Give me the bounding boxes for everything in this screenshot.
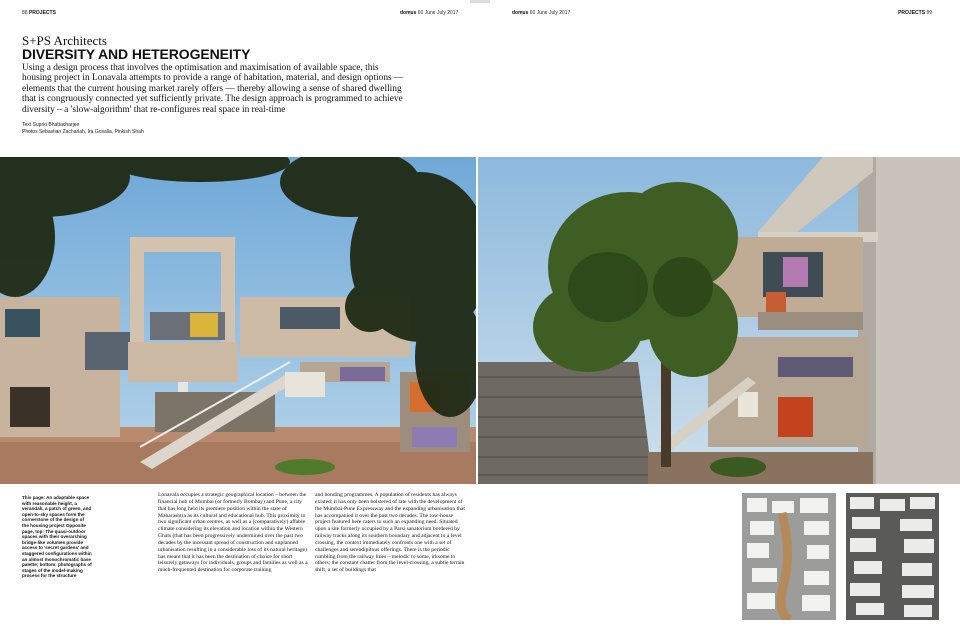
photo-bridge-volumes-illustration (478, 157, 960, 484)
body-column-1: Lonavala occupies a strategic geographical location – between the financial hub of Mumbai (or formerly Bombay) and Pune, a city that has long held its premiere position within the state of Maharashtra as its cultural and educational hub. This proximity to two significant urban centres, as well as a (comparatively) affable climate considering its elevation and location within the Western Ghats (that has been progressively undermined over the past two decades by the incessant spread of construction and unplanned urbanisation resulting in a considerable loss of its natural heritage) has meant that it has been the destination of choice for short leisurely getaways for individuals, groups and families as well as a much-frequented destination for corporate training (158, 492, 308, 574)
issue-right: 60 (529, 10, 536, 16)
photo-courtyard-illustration (0, 157, 476, 484)
header-mid-left (400, 10, 458, 16)
header-left (22, 10, 56, 16)
date-right: June July 2017 (536, 10, 571, 16)
page-number-left: 88 (22, 10, 28, 16)
credit-text: Text Suprio Bhattacharjee (22, 122, 80, 128)
photo-bridge-volumes (478, 157, 960, 484)
intro-paragraph: Using a design process that involves the optimisation and maximisation of available space, this housing project in Lonavala attempts to provide a range of habitation, material, and design options — elements that the current housing market rarely offers — thereby allowing a sense of shared dwelling that is congruously connected yet sufficiently private. The design approach is programmed to achieve diversity – a 'slow-algorithm' that re-configures real space in real-time (22, 63, 404, 115)
model-photo-2 (846, 493, 939, 620)
model-photo-1 (742, 493, 836, 620)
page-number-right: 89 (926, 10, 932, 16)
model-photo-1-illustration (742, 493, 836, 620)
body-column-2: and bonding programmes. A population of residents has always existed; it has only been bolstered of late with the development of the Mumbai-Pune Expressway and the expanding urbanisation that has accompanied it over the past two decades. The row-house project featured here caters to such an expanding need. Situated upon a site formerly occupied by a Parsi sanatorium bordered by railway tracks along its southern boundary and adjacent to a level crossing, the context immediately confronts one with a set of challenges and serendipitous offerings. There is the periodic rumbling from the railway lines – melodic to some, irksome to others; the constant chatter from the level-crossing, a subtle terrain shift, a set of buildings that (315, 492, 465, 574)
issue-left: 60 (417, 10, 424, 16)
date-left: June July 2017 (424, 10, 459, 16)
model-photo-2-illustration (846, 493, 939, 620)
photo-caption: This page: An adaptable space with reasonable height, a verandah, a patch of green, and open-to-sky spaces form the cornerstone of the design of the housing project Opposite page, top: The quasi-outdoor spaces with their overarching bridge-like volumes provide access to 'secret gardens' and staggered configurations within an almost monochromatic base palette; bottom: photographs of stages of the model-making process for the structure (22, 495, 92, 579)
section-label-left: PROJECTS (28, 10, 56, 16)
photo-courtyard (0, 157, 476, 484)
header-mid-right (512, 10, 570, 16)
credits (22, 122, 144, 136)
studio-name: S+PS Architects (22, 33, 107, 48)
magazine-name-right: domus (512, 10, 529, 16)
gutter-mark (470, 0, 490, 3)
headline: DIVERSITY AND HETEROGENEITY (22, 46, 251, 62)
credit-photos: Photos Sebastian Zachariah, Ira Gosalia, Pinkish Shah (22, 129, 144, 135)
magazine-name-left: domus (400, 10, 417, 16)
header-right (898, 10, 932, 16)
section-label-right: PROJECTS (898, 10, 926, 16)
